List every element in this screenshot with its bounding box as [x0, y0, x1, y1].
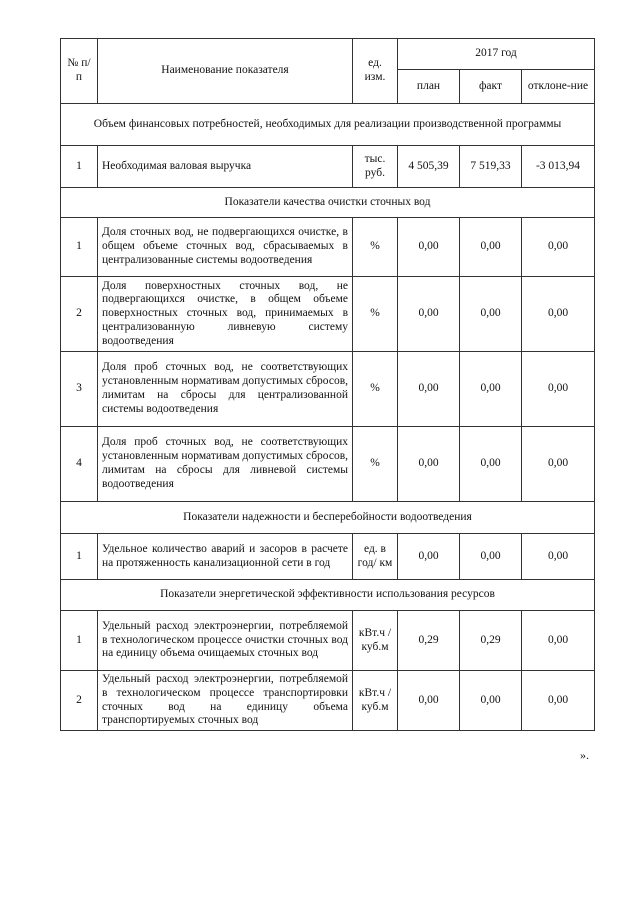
row-name: Доля проб сточных вод, не соответствующих установленным нормативам допустимых сбросов, лимитам на сбросы для централизованной системы водоотведения — [98, 352, 353, 427]
row-unit: ед. в год/ км — [353, 534, 398, 580]
row-plan: 0,00 — [398, 277, 460, 352]
section-header-row — [61, 580, 595, 611]
row-number: 4 — [61, 427, 98, 502]
row-plan: 0,00 — [398, 671, 460, 731]
section-title: Показатели надежности и бесперебойности водоотведения — [61, 502, 595, 534]
row-unit: % — [353, 218, 398, 277]
row-deviation: 0,00 — [522, 534, 595, 580]
table-row — [61, 146, 595, 188]
row-deviation: 0,00 — [522, 352, 595, 427]
row-unit: кВт.ч / куб.м — [353, 671, 398, 731]
row-deviation: 0,00 — [522, 671, 595, 731]
row-plan: 0,00 — [398, 218, 460, 277]
row-unit: кВт.ч / куб.м — [353, 611, 398, 671]
row-deviation: 0,00 — [522, 611, 595, 671]
row-plan: 0,00 — [398, 427, 460, 502]
indicators-table — [60, 38, 595, 731]
row-unit: тыс. руб. — [353, 146, 398, 188]
table-row — [61, 352, 595, 427]
row-deviation: 0,00 — [522, 277, 595, 352]
row-plan: 0,00 — [398, 352, 460, 427]
row-fact: 7 519,33 — [460, 146, 522, 188]
row-fact: 0,00 — [460, 534, 522, 580]
row-name: Доля проб сточных вод, не соответствующих установленным нормативам допустимых сбросов, лимитам на сбросы для ливневой системы водоотведения — [98, 427, 353, 502]
row-number: 1 — [61, 146, 98, 188]
section-header-row — [61, 188, 595, 218]
header-plan: план — [398, 70, 460, 104]
row-number: 1 — [61, 534, 98, 580]
table-row — [61, 534, 595, 580]
table-row — [61, 611, 595, 671]
section-title: Показатели качества очистки сточных вод — [61, 188, 595, 218]
row-name: Доля поверхностных сточных вод, не подвергающихся очистке, в общем объеме поверхностных сточных вод, принимаемых в централизованную ливневую систему водоотведения — [98, 277, 353, 352]
section-title: Объем финансовых потребностей, необходимых для реализации производственной программы — [61, 104, 595, 146]
row-number: 2 — [61, 671, 98, 731]
section-title: Показатели энергетической эффективности использования ресурсов — [61, 580, 595, 611]
row-unit: % — [353, 277, 398, 352]
row-fact: 0,00 — [460, 671, 522, 731]
row-number: 1 — [61, 611, 98, 671]
row-name: Необходимая валовая выручка — [98, 146, 353, 188]
table-row — [61, 277, 595, 352]
row-name: Доля сточных вод, не подвергающихся очистке, в общем объеме сточных вод, сбрасываемых в централизованные системы водоотведения — [98, 218, 353, 277]
row-deviation: 0,00 — [522, 218, 595, 277]
closing-quote-mark: ». — [580, 748, 589, 762]
section-header-row — [61, 502, 595, 534]
row-number: 3 — [61, 352, 98, 427]
row-fact: 0,00 — [460, 352, 522, 427]
row-deviation: 0,00 — [522, 427, 595, 502]
row-fact: 0,00 — [460, 277, 522, 352]
row-name: Удельное количество аварий и засоров в расчете на протяженность канализационной сети в год — [98, 534, 353, 580]
header-fact: факт — [460, 70, 522, 104]
row-unit: % — [353, 352, 398, 427]
row-fact: 0,00 — [460, 427, 522, 502]
row-plan: 0,00 — [398, 534, 460, 580]
row-fact: 0,00 — [460, 218, 522, 277]
row-number: 2 — [61, 277, 98, 352]
header-name: Наименование показателя — [98, 39, 353, 104]
row-plan: 0,29 — [398, 611, 460, 671]
table-row — [61, 427, 595, 502]
header-num: № п/п — [61, 39, 98, 104]
row-plan: 4 505,39 — [398, 146, 460, 188]
row-name: Удельный расход электроэнергии, потребляемой в технологическом процессе транспортировки сточных вод на единицу объема транспортируемых сточных вод — [98, 671, 353, 731]
section-header-row — [61, 104, 595, 146]
row-fact: 0,29 — [460, 611, 522, 671]
table-row — [61, 671, 595, 731]
row-name: Удельный расход электроэнергии, потребляемой в технологическом процессе очистки сточных вод на единицу объема очищаемых сточных вод — [98, 611, 353, 671]
header-year: 2017 год — [398, 39, 595, 70]
row-unit: % — [353, 427, 398, 502]
row-number: 1 — [61, 218, 98, 277]
header-unit: ед. изм. — [353, 39, 398, 104]
header-deviation: отклоне-ние — [522, 70, 595, 104]
row-deviation: -3 013,94 — [522, 146, 595, 188]
table-row — [61, 218, 595, 277]
